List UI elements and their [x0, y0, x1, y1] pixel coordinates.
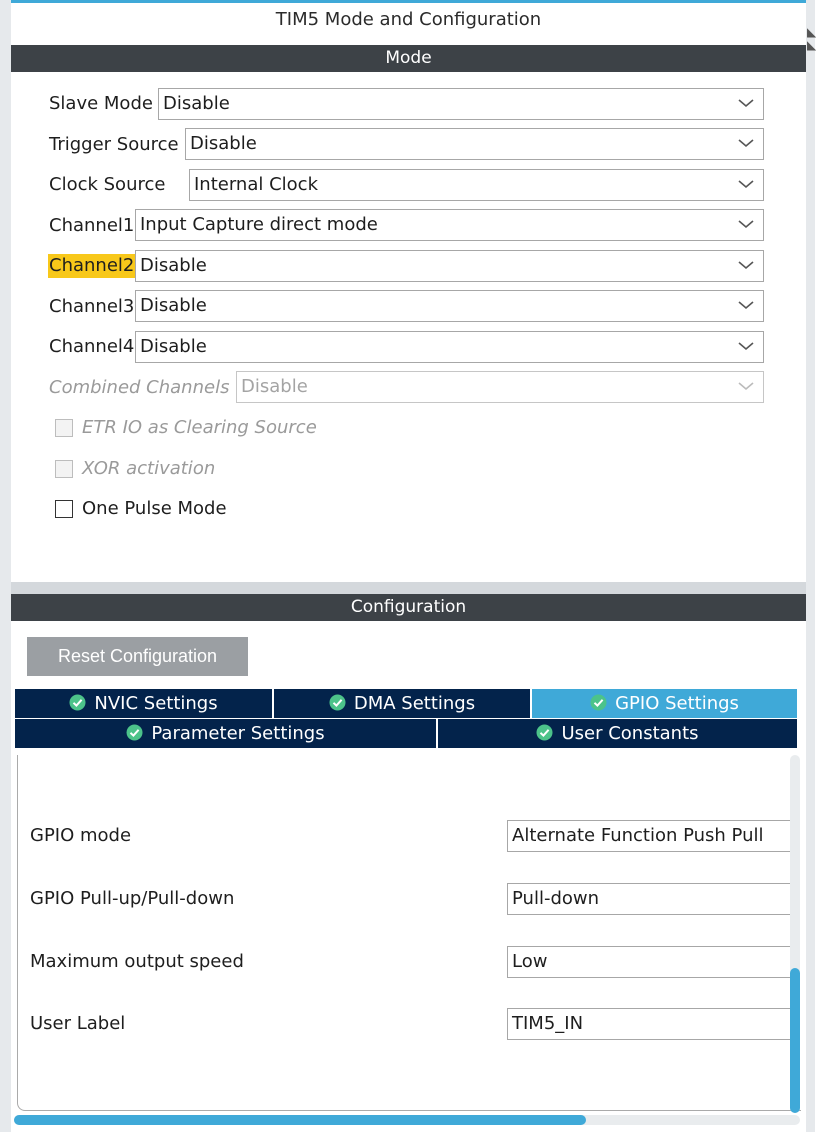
tab-nvic-settings[interactable]	[15, 689, 272, 718]
tab-dma-settings-label: DMA Settings	[353, 693, 476, 714]
combined-channels-label: Combined Channels	[49, 377, 230, 398]
chevron-down-icon	[738, 378, 754, 394]
slave-mode-value: Disable	[163, 93, 230, 114]
clock-source-label: Clock Source	[49, 174, 166, 195]
channel4-value: Disable	[140, 336, 207, 357]
combined-channels-value: Disable	[241, 376, 308, 397]
etr-io-clearing-label: ETR IO as Clearing Source	[82, 417, 317, 438]
channel1-label: Channel1	[49, 215, 135, 236]
gpio-mode-label: GPIO mode	[30, 825, 132, 846]
clock-source-select[interactable]	[189, 169, 764, 201]
chevron-down-icon	[738, 176, 754, 192]
checkbox-box	[55, 460, 73, 478]
check-circle-icon	[126, 724, 143, 741]
xor-activation-label: XOR activation	[82, 458, 216, 479]
max-output-speed-label: Maximum output speed	[30, 951, 244, 972]
combined-channels-select	[236, 371, 764, 403]
tab-user-constants-label: User Constants	[561, 723, 699, 744]
one-pulse-mode-label: One Pulse Mode	[82, 498, 227, 519]
chevron-down-icon	[738, 135, 754, 151]
tab-gpio-settings[interactable]	[532, 689, 797, 718]
trigger-source-select[interactable]	[185, 128, 764, 160]
tab-parameter-settings-label: Parameter Settings	[151, 723, 325, 744]
channel2-value: Disable	[140, 255, 207, 276]
check-circle-icon	[590, 694, 607, 711]
window-left-edge	[0, 0, 11, 1132]
configuration-section-header: Configuration	[11, 594, 806, 621]
slave-mode-label: Slave Mode	[49, 93, 153, 114]
xor-activation-checkbox	[55, 457, 255, 481]
resize-handle-icon[interactable]: ◣ ◣	[807, 25, 816, 52]
gpio-settings-panel	[17, 755, 801, 1111]
tab-user-constants[interactable]	[438, 719, 797, 748]
user-label-label: User Label	[30, 1013, 126, 1034]
gpio-mode-field[interactable]: Alternate Function Push Pull	[507, 820, 790, 852]
check-circle-icon	[329, 694, 346, 711]
tab-nvic-settings-label: NVIC Settings	[94, 693, 218, 714]
channel2-label: Channel2	[49, 255, 135, 276]
check-circle-icon	[536, 724, 553, 741]
section-divider	[11, 582, 806, 594]
window-top-border	[0, 0, 815, 3]
channel1-value: Input Capture direct mode	[140, 214, 378, 235]
channel3-label: Channel3	[49, 296, 135, 317]
tab-dma-settings[interactable]	[274, 689, 530, 718]
gpio-pull-label: GPIO Pull-up/Pull-down	[30, 888, 235, 909]
chevron-down-icon	[738, 95, 754, 111]
checkbox-box	[55, 419, 73, 437]
one-pulse-mode-checkbox[interactable]	[55, 497, 255, 521]
user-label-field[interactable]: TIM5_IN	[507, 1008, 790, 1040]
check-circle-icon	[69, 694, 86, 711]
tab-gpio-settings-label: GPIO Settings	[615, 693, 739, 714]
vertical-scrollbar-thumb[interactable]	[790, 968, 800, 1113]
channel3-select[interactable]	[135, 290, 764, 322]
chevron-down-icon	[738, 297, 754, 313]
reset-configuration-button[interactable]: Reset Configuration	[27, 637, 248, 676]
tab-parameter-settings[interactable]	[15, 719, 436, 748]
window-title: TIM5 Mode and Configuration	[275, 9, 542, 30]
channel1-select[interactable]	[135, 209, 764, 241]
chevron-down-icon	[738, 338, 754, 354]
trigger-source-value: Disable	[190, 133, 257, 154]
checkbox-box[interactable]	[55, 500, 73, 518]
horizontal-scrollbar-thumb[interactable]	[14, 1115, 586, 1125]
channel2-select[interactable]	[135, 250, 764, 282]
trigger-source-label: Trigger Source	[49, 134, 179, 155]
mode-section-header: Mode	[11, 45, 806, 72]
channel4-label: Channel4	[49, 336, 135, 357]
gpio-pull-field[interactable]: Pull-down	[507, 883, 790, 915]
chevron-down-icon	[738, 257, 754, 273]
clock-source-value: Internal Clock	[194, 174, 318, 195]
channel3-value: Disable	[140, 295, 207, 316]
etr-io-clearing-checkbox	[55, 416, 355, 440]
window-right-edge	[806, 0, 815, 1132]
slave-mode-select[interactable]	[158, 88, 764, 120]
chevron-down-icon	[738, 216, 754, 232]
channel4-select[interactable]	[135, 331, 764, 363]
max-output-speed-field[interactable]: Low	[507, 946, 790, 978]
